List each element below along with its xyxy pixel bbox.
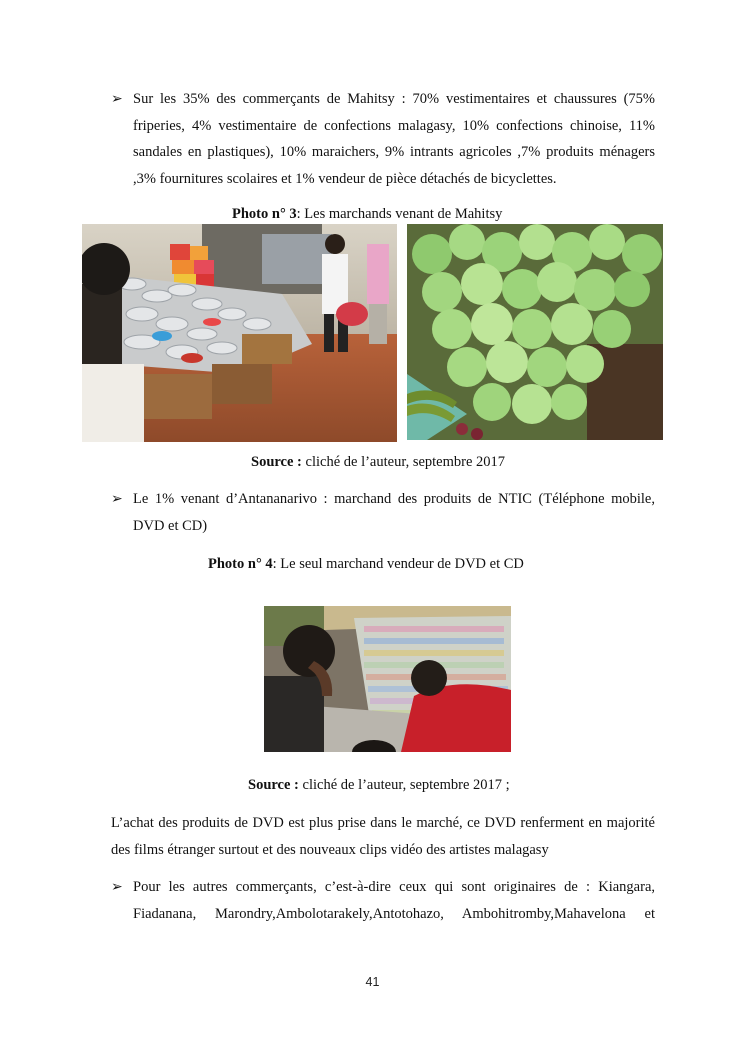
photo-3-source	[251, 453, 505, 471]
paragraph-autres-commercants: Pour les autres commerçants, c’est-à-dire ceux qui sont originaires de : Kiangara, Fiadanana, Marondry,Ambolotarakely,Antotohazo, Ambohitromby,Mahavelona et	[133, 879, 655, 922]
photo-3-market-stall-image	[82, 224, 397, 442]
photo-4-source-text: cliché de l’auteur, septembre 2017 ;	[298, 777, 510, 793]
photo-4-caption-label: Photo n° 4	[208, 556, 273, 572]
photo-3-source-text: cliché de l’auteur, septembre 2017	[301, 454, 506, 470]
page-number: 41	[365, 975, 380, 989]
bullet-marker: ➢	[111, 91, 123, 107]
paragraph-achat-dvd: L’achat des produits de DVD est plus prise dans le marché, ce DVD renferment en majorité des films étranger surtout et des nouveaux clips vidéo des artistes malagasy	[111, 815, 655, 858]
photo-3-caption-text: : Les marchands venant de Mahitsy	[296, 206, 503, 222]
paragraph-antananarivo: Le 1% venant d’Antananarivo : marchand des produits de NTIC (Téléphone mobile, DVD et CD)	[133, 491, 655, 534]
photo-4-caption	[208, 555, 524, 573]
photo-3-cabbages-image	[407, 224, 663, 440]
photo-4-source-label: Source :	[248, 777, 299, 793]
paragraph-commercants-mahitsy: Sur les 35% des commerçants de Mahitsy : 70% vestimentaires et chaussures (75% friperies, 4% vestimentaire de confections malagasy, 10% confections chinoise, 11% sandales en plastiques), 10% maraichers, 9% intrants agricoles ,7% produits ménagers ,3% fournitures scolaires et 1% vendeur de pièce détachés de bicyclettes.	[133, 91, 655, 187]
photo-3-caption	[232, 205, 502, 223]
photo-4-source	[248, 776, 510, 794]
photo-4-dvd-vendor-image	[264, 606, 511, 752]
photo-3-caption-label: Photo n° 3	[232, 206, 297, 222]
bullet-marker: ➢	[111, 491, 123, 507]
photo-4-caption-text: : Le seul marchand vendeur de DVD et CD	[272, 556, 524, 572]
bullet-marker: ➢	[111, 879, 123, 895]
photo-3-source-label: Source :	[251, 454, 302, 470]
